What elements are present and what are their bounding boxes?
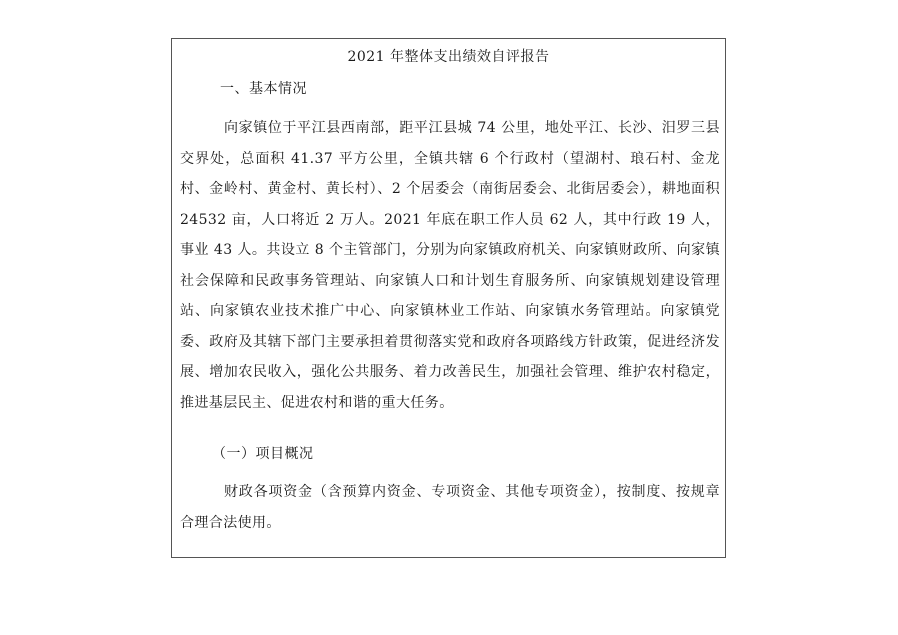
project-overview-paragraph: 财政各项资金（含预算内资金、专项资金、其他专项资金），按制度、按规章合理合法使用。 [180, 484, 720, 531]
subsection-heading-project-overview: （一）项目概况 [212, 446, 314, 462]
document-title: 2021 年整体支出绩效自评报告 [347, 49, 550, 65]
basic-info-paragraph: 向家镇位于平江县西南部，距平江县城 74 公里，地处平江、长沙、汨罗三县交界处，总面积 41.37 平方公里，全镇共辖 6 个行政村（望湖村、琅石村、金龙村、金岭村、黄金村、黄长村）、2 个居委会（南街居委会、北街居委会），耕地面积 24532 亩，人口将近 2 万人。2021 年底在职工作人员 62 人，其中行政 19 人，事业 43 人。共设立 8 个主管部门，分别为向家镇政府机关、向家镇财政所、向家镇社会保障和民政事务管理站、向家镇人口和计划生育服务所、向家镇规划建设管理站、向家镇农业技术推广中心、向家镇林业工作站、向家镇水务管理站。向家镇党委、政府及其辖下部门主要承担着贯彻落实党和政府各项路线方针政策，促进经济发展、增加农民收入，强化公共服务、着力改善民生，加强社会管理、维护农村稳定，推进基层民主、促进农村和谐的重大任务。 [180, 120, 720, 411]
document-page [171, 38, 726, 558]
section-heading-basic-info: 一、基本情况 [220, 81, 307, 97]
